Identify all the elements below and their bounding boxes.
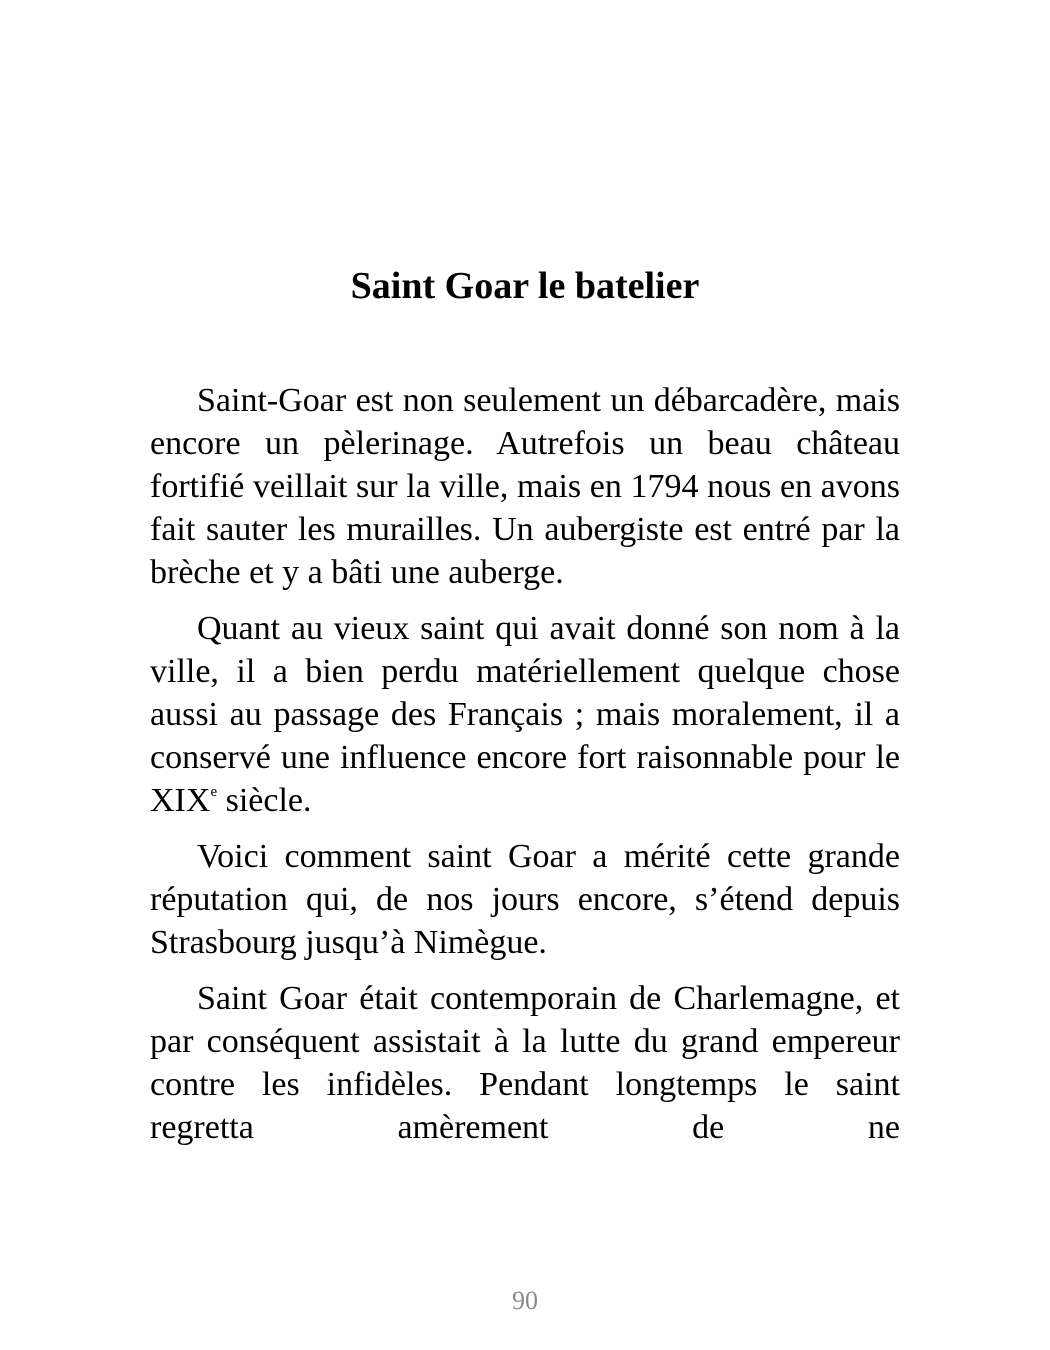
paragraph-2 — [150, 607, 900, 822]
page-number: 90 — [512, 1286, 538, 1315]
paragraph-2-text: Quant au vieux saint qui avait donné son nom à la ville, il a bien perdu matériellement quelque chose aussi au passage des Français ; mais moralement, il a conservé une influence encore fort raisonnable pour le XIX — [150, 610, 900, 819]
chapter-body — [150, 379, 900, 1149]
century-superscript: e — [210, 784, 218, 800]
chapter-title: Saint Goar le batelier — [350, 265, 700, 307]
paragraph-3: Voici comment saint Goar a mérité cette grande réputation qui, de nos jours encore, s’étend depuis Strasbourg jusqu’à Nimègue. — [150, 838, 900, 961]
paragraph-2-text-end: siècle. — [217, 782, 312, 819]
paragraph-4: Saint Goar était contemporain de Charlemagne, et par conséquent assistait à la lutte du grand empereur contre les infidèles. Pendant longtemps le saint regretta amèrement de ne — [150, 980, 900, 1146]
paragraph-1: Saint-Goar est non seulement un débarcadère, mais encore un pèlerinage. Autrefois un beau château fortifié veillait sur la ville, mais en 1794 nous en avons fait sauter les murailles. Un aubergiste est entré par la brèche et y a bâti une auberge. — [150, 382, 900, 591]
